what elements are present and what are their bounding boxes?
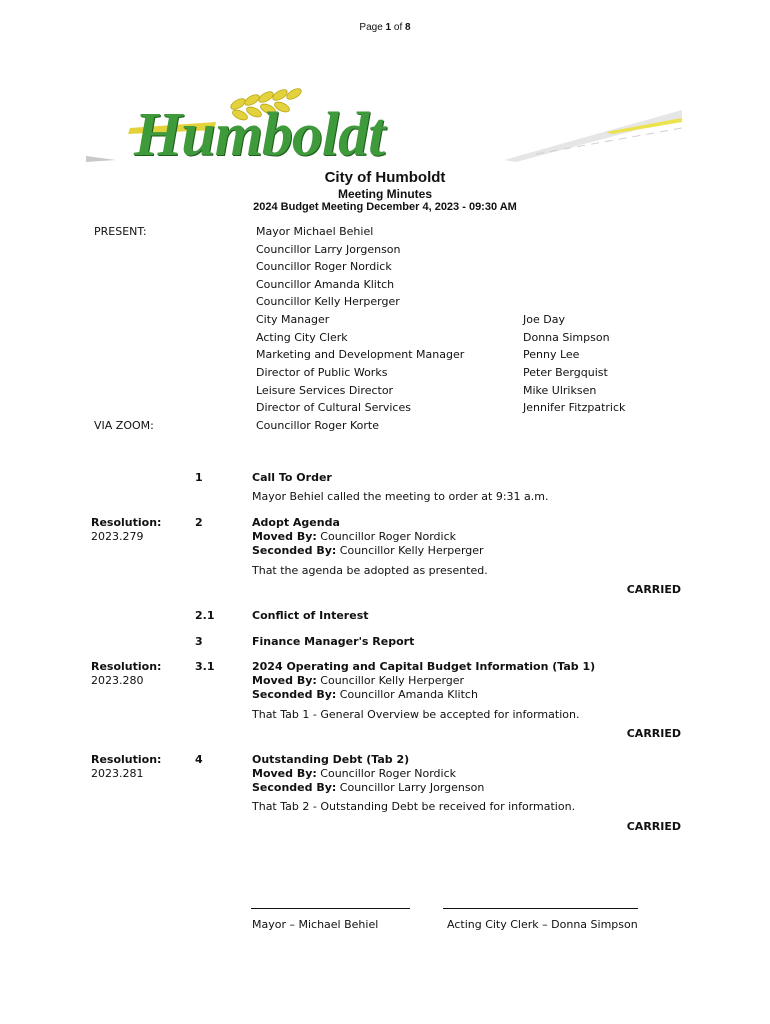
staff-name: Donna Simpson [523,331,610,344]
staff-role: Director of Cultural Services [256,401,411,414]
resolution-label: Resolution: [91,660,162,673]
staff-name: Penny Lee [523,348,580,361]
meeting-line: 2024 Budget Meeting December 4, 2023 - 09:30 AM [253,201,517,213]
staff-role: Acting City Clerk [256,331,348,344]
item-title: Conflict of Interest [252,609,369,622]
clerk-signature-line [443,908,638,909]
item-title: Finance Manager's Report [252,635,415,648]
carried-status: CARRIED [626,727,681,740]
resolution-label: Resolution: [91,753,162,766]
staff-name: Jennifer Fitzpatrick [523,401,626,414]
seconded-by-name: Councillor Larry Jorgenson [339,781,485,794]
staff-name: Joe Day [523,313,565,326]
resolution-label: Resolution: [91,516,162,529]
motion-text: That Tab 2 - Outstanding Debt be received for information. [252,800,576,813]
staff-name: Mike Ulriksen [523,384,597,397]
moved-by-name: Councillor Roger Nordick [320,530,457,543]
staff-role: Leisure Services Director [256,384,394,397]
seconded-by-label: Seconded By: [252,781,337,794]
page-current: 1 [385,22,392,33]
page-prefix: Page [359,22,383,33]
resolution-number: 2023.280 [91,674,144,687]
moved-by-name: Councillor Kelly Herperger [320,674,465,687]
via-zoom-attendee: Councillor Roger Korte [256,419,379,432]
item-title: Outstanding Debt (Tab 2) [252,753,410,766]
seconded-by-label: Seconded By: [252,544,337,557]
item-title: 2024 Operating and Capital Budget Information (Tab 1) [252,660,596,673]
item-number: 1 [195,471,203,484]
present-label: PRESENT: [94,225,147,238]
via-zoom-label: VIA ZOOM: [94,419,154,432]
moved-by-name: Councillor Roger Nordick [320,767,457,780]
page-counter [0,22,770,33]
seconded-by-label: Seconded By: [252,688,337,701]
attendee: Councillor Roger Nordick [256,260,392,273]
resolution-number: 2023.281 [91,767,144,780]
attendee: Councillor Larry Jorgenson [256,243,401,256]
seconded-by-line [252,688,478,701]
page-of: of [393,22,403,33]
item-title: Adopt Agenda [252,516,340,529]
staff-name: Peter Bergquist [523,366,608,379]
item-number: 2 [195,516,203,529]
item-number: 2.1 [195,609,215,622]
mayor-signature-line [251,908,410,909]
page-total: 8 [405,22,411,33]
item-number: 4 [195,753,203,766]
logo-wordmark: Humboldt [134,101,385,169]
attendee: Mayor Michael Behiel [256,225,374,238]
motion-text: That the agenda be adopted as presented. [252,564,488,577]
mayor-signature-label: Mayor – Michael Behiel [252,918,379,931]
staff-role: City Manager [256,313,330,326]
carried-status: CARRIED [626,583,681,596]
moved-by-line [252,674,464,687]
attendee: Councillor Kelly Herperger [256,295,400,308]
humboldt-logo [86,88,682,168]
item-text: Mayor Behiel called the meeting to order at 9:31 a.m. [252,490,549,503]
seconded-by-line [252,781,484,794]
moved-by-line [252,767,456,780]
moved-by-label: Moved By: [252,674,317,687]
staff-role: Marketing and Development Manager [256,348,465,361]
staff-role: Director of Public Works [256,366,388,379]
motion-text: That Tab 1 - General Overview be accepted for information. [252,708,580,721]
seconded-by-line [252,544,484,557]
seconded-by-name: Councillor Kelly Herperger [339,544,484,557]
moved-by-label: Moved By: [252,767,317,780]
item-number: 3 [195,635,203,648]
moved-by-label: Moved By: [252,530,317,543]
item-title: Call To Order [252,471,332,484]
seconded-by-name: Councillor Amanda Klitch [339,688,478,701]
attendee: Councillor Amanda Klitch [256,278,395,291]
clerk-signature-label: Acting City Clerk – Donna Simpson [447,918,638,931]
document-title: City of Humboldt [324,169,446,186]
moved-by-line [252,530,456,543]
resolution-number: 2023.279 [91,530,144,543]
carried-status: CARRIED [626,820,681,833]
document-subtitle: Meeting Minutes [337,187,432,201]
item-number: 3.1 [195,660,215,673]
